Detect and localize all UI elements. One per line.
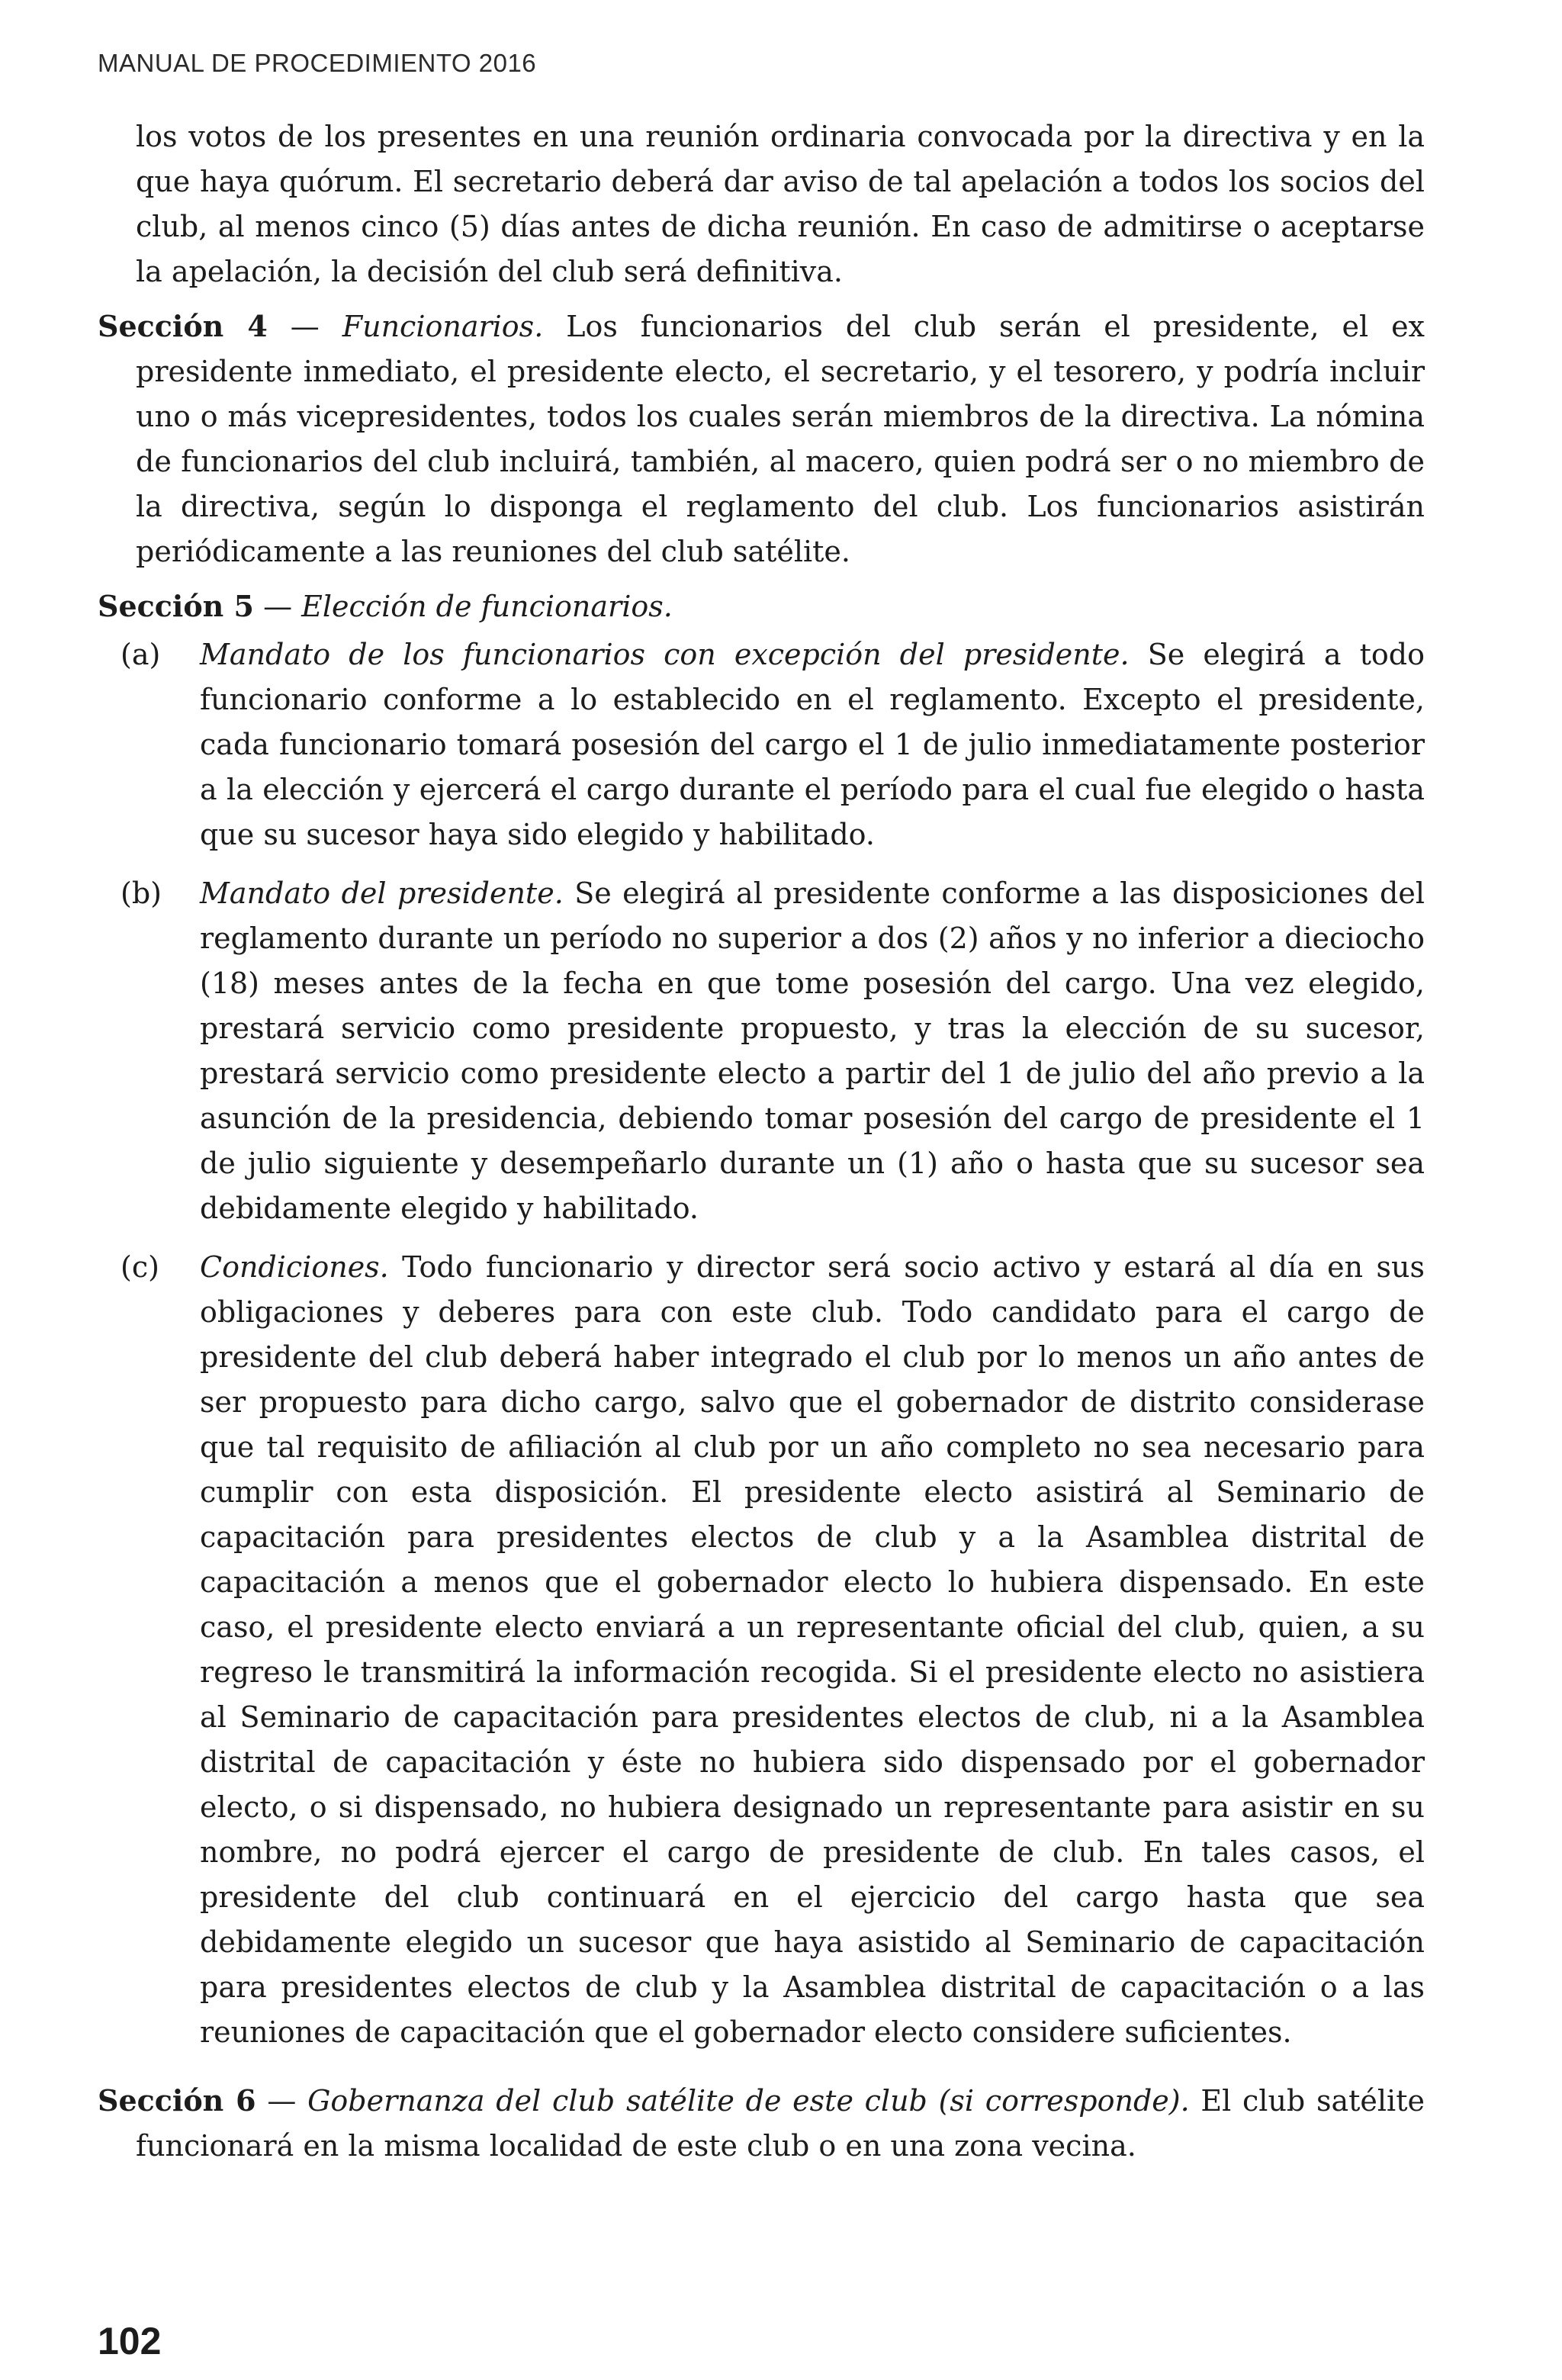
item-text: Se elegirá al presidente conforme a las disposiciones del reglamento durante un período no superior a dos (2) años y no inferior a dieciocho (18) meses antes de la fecha en que tome posesión del cargo. Una vez elegido, prestará servicio como presidente propuesto, y tras la elección de su sucesor, prestará servicio como presidente electo a partir del 1 de julio del año previo a la asunción de la presidencia, debiendo tomar posesión del cargo de presidente el 1 de julio siguiente y desempeñarlo durante un (1) año o hasta que su sucesor sea debidamente elegido y habilitado. xyxy=(200,876,1425,1225)
section-4-title: Funcionarios. xyxy=(342,310,544,343)
section-5-label: Sección 5 xyxy=(98,589,254,623)
intro-paragraph: los votos de los presentes en una reunión ordinaria convocada por la directiva y en la que haya quórum. El secretario deberá dar aviso de tal apelación a todos los socios del club, al menos cinco (5) días antes de dicha reunión. En caso de admitirse o aceptarse la apelación, la decisión del club será definitiva. xyxy=(136,120,1425,288)
section-6-text: El club satélite funcionará en la misma localidad de este club o en una zona vecina. xyxy=(136,2084,1425,2163)
page-body xyxy=(98,114,1425,2169)
item-label: (b) xyxy=(121,876,162,910)
section-6-label: Sección 6 xyxy=(98,2083,256,2118)
section-4-label: Sección 4 xyxy=(98,309,268,343)
section-4-dash: — xyxy=(267,310,342,343)
item-title: Mandato del presidente. xyxy=(200,876,564,910)
item-text: Se elegirá a todo funcionario conforme a lo establecido en el reglamento. Excepto el presidente, cada funcionario tomará posesión del cargo el 1 de julio inmediatamente posterior a la elección y ejercerá el cargo durante el período para el cual fue elegido o hasta que su sucesor haya sido elegido y habilitado. xyxy=(200,638,1425,851)
section-5-item-a xyxy=(98,632,1425,857)
section-6-title: Gobernanza del club satélite de este club (si corresponde). xyxy=(307,2084,1190,2118)
section-4 xyxy=(98,304,1425,574)
section-6-dash: — xyxy=(256,2084,308,2118)
item-text: Todo funcionario y director será socio activo y estará al día en sus obligaciones y deberes para con este club. Todo candidato para el cargo de presidente del club deberá haber integrado el club por lo menos un año antes de ser propuesto para dicho cargo, salvo que el gobernador de distrito considerase que tal requisito de afiliación al club por un año completo no sea necesario para cumplir con esta disposición. El presidente electo asistirá al Seminario de capacitación para presidentes electos de club y a la Asamblea distrital de capacitación a menos que el gobernador electo lo hubiera dispensado. En este caso, el presidente electo enviará a un representante oficial del club, quien, a su regreso le transmitirá la información recogida. Si el presidente electo no asistiera al Seminario de capacitación para presidentes electos de club, ni a la Asamblea distrital de capacitación y éste no hubiera sido dispensado por el gobernador electo, o si dispensado, no hubiera designado un representante para asistir en su nombre, no podrá ejercer el cargo de presidente de club. En tales casos, el presidente del club continuará en el ejercicio del cargo hasta que sea debidamente elegido un sucesor que haya asistido al Seminario de capacitación para presidentes electos de club y la Asamblea distrital de capacitación o a las reuniones de capacitación que el gobernador electo considere suficientes. xyxy=(200,1250,1425,2049)
section-6 xyxy=(98,2078,1425,2169)
section-4-text: Los funcionarios del club serán el presidente, el ex presidente inmediato, el presidente electo, el secretario, y el tesorero, y podría incluir uno o más vicepresidentes, todos los cuales serán miembros de la directiva. La nómina de funcionarios del club incluirá, también, al macero, quien podrá ser o no miembro de la directiva, según lo disponga el reglamento del club. Los funcionarios asistirán periódicamente a las reuniones del club satélite. xyxy=(136,310,1425,568)
item-title: Condiciones. xyxy=(200,1250,389,1284)
item-label: (a) xyxy=(121,638,161,671)
page-number: 102 xyxy=(98,2320,162,2362)
section-5-item-b xyxy=(98,871,1425,1231)
section-5 xyxy=(98,584,1425,629)
item-title: Mandato de los funcionarios con excepción del presidente. xyxy=(200,638,1130,671)
item-label: (c) xyxy=(121,1250,159,1284)
section-5-dash: — xyxy=(253,590,302,623)
section-5-item-c xyxy=(98,1245,1425,2055)
section-5-title: Elección de funcionarios. xyxy=(301,590,673,623)
running-header: MANUAL DE PROCEDIMIENTO 2016 xyxy=(98,49,537,77)
